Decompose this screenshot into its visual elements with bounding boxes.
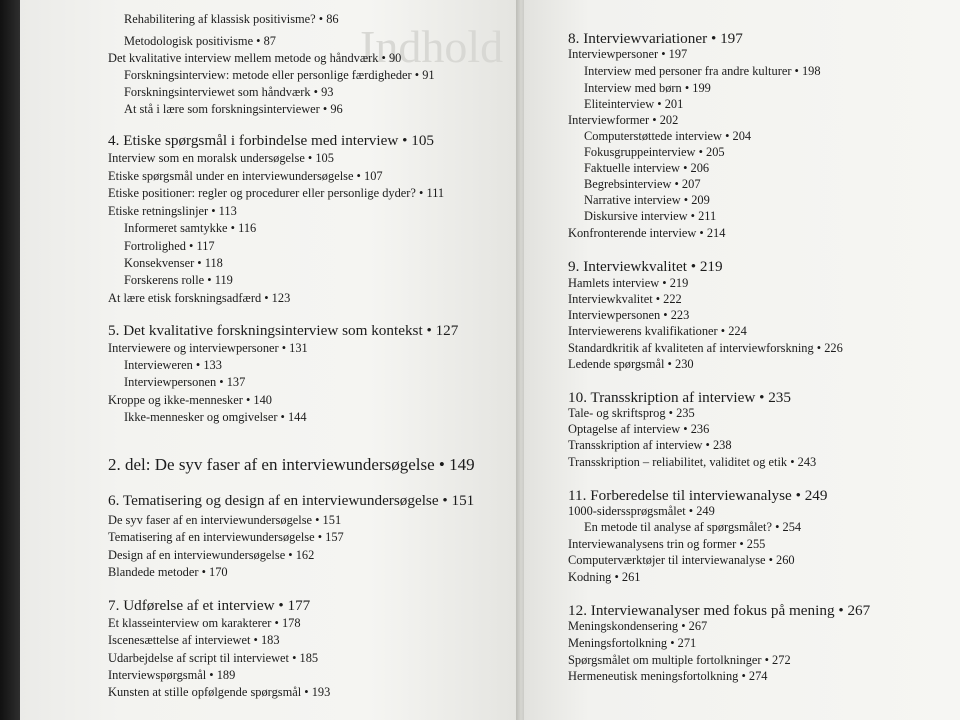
toc-entry: Computerstøttede interview • 204 — [584, 129, 752, 143]
toc-entry: En metode til analyse af spørgsmålet? • 254 — [584, 520, 802, 534]
toc-entry: Metodologisk positivisme • 87 — [124, 34, 276, 48]
toc-entry: Begrebsinterview • 207 — [584, 177, 701, 191]
toc-entry: Interviewformer • 202 — [568, 113, 679, 127]
chapter-heading: 4. Etiske spørgsmål i forbindelse med interview • 105 — [108, 132, 435, 149]
chapter-heading: 6. Tematisering og design af en interviewundersøgelse • 151 — [108, 492, 475, 509]
toc-entry: Det kvalitative interview mellem metode og håndværk • 90 — [108, 51, 402, 65]
toc-entry: Hamlets interview • 219 — [568, 276, 689, 290]
toc-entry: Computerværktøjer til interviewanalyse • 260 — [568, 553, 795, 567]
toc-entry: Interviewpersonen • 223 — [568, 308, 690, 322]
toc-entry: Interviewanalysens trin og former • 255 — [568, 537, 766, 551]
toc-entry: Intervieweren • 133 — [124, 358, 222, 372]
toc-entry: Faktuelle interview • 206 — [584, 161, 710, 175]
toc-entry: Design af en interviewundersøgelse • 162 — [108, 548, 315, 562]
right-page — [524, 0, 960, 720]
toc-entry: Konfronterende interview • 214 — [568, 226, 726, 240]
toc-entry: At lære etisk forskningsadfærd • 123 — [108, 291, 291, 305]
watermark: Indhold — [360, 21, 504, 72]
toc-entry: Udarbejdelse af script til interviewet • 185 — [108, 651, 319, 665]
toc-entry: Interviewere og interviewpersoner • 131 — [108, 341, 308, 355]
toc-entry: Kodning • 261 — [568, 570, 641, 584]
toc-entry: Konsekvenser • 118 — [124, 256, 223, 270]
chapter-heading: 5. Det kvalitative forskningsinterview som kontekst • 127 — [108, 322, 459, 339]
toc-entry: Diskursive interview • 211 — [584, 209, 717, 223]
toc-entry: Interview som en moralsk undersøgelse • 105 — [108, 151, 334, 165]
toc-entry: Kroppe og ikke-mennesker • 140 — [108, 393, 272, 407]
toc-entry: Forskningsinterview: metode eller personlige færdigheder • 91 — [124, 68, 435, 82]
toc-entry: Etiske spørgsmål under en interviewundersøgelse • 107 — [108, 169, 383, 183]
toc-entry: Ledende spørgsmål • 230 — [568, 357, 694, 371]
toc-entry: Optagelse af interview • 236 — [568, 422, 710, 436]
toc-entry: 1000-siderssprøgsmålet • 249 — [568, 504, 715, 518]
toc-entry: Forskerens rolle • 119 — [124, 273, 233, 287]
toc-entry: Tematisering af en interviewundersøgelse • 157 — [108, 530, 344, 544]
toc-entry: Etiske retningslinjer • 113 — [108, 204, 237, 218]
toc-entry: Interviewpersoner • 197 — [568, 47, 688, 61]
toc-entry: Interview med personer fra andre kulturer • 198 — [584, 64, 821, 78]
toc-entry: Narrative interview • 209 — [584, 193, 710, 207]
toc-entry: Interviewerens kvalifikationer • 224 — [568, 324, 747, 338]
toc-entry: Etiske positioner: regler og procedurer eller personlige dyder? • 111 — [108, 186, 445, 200]
toc-entry: Et klasseinterview om karakterer • 178 — [108, 616, 301, 630]
book-edge — [0, 0, 20, 720]
toc-entry: Meningsfortolkning • 271 — [568, 636, 697, 650]
toc-entry: Interviewkvalitet • 222 — [568, 292, 682, 306]
toc-entry: At stå i lære som forskningsinterviewer • 96 — [124, 102, 343, 116]
part-heading: 2. del: De syv faser af en interviewundersøgelse • 149 — [108, 455, 475, 474]
toc-entry: Transskription – reliabilitet, validitet og etik • 243 — [568, 455, 817, 469]
left-page — [20, 0, 520, 720]
toc-entry: Standardkritik af kvaliteten af interviewforskning • 226 — [568, 341, 843, 355]
toc-entry: Hermeneutisk meningsfortolkning • 274 — [568, 669, 768, 683]
left-toc — [20, 0, 520, 720]
toc-entry: Interview med børn • 199 — [584, 81, 711, 95]
toc-entry: Interviewspørgsmål • 189 — [108, 668, 236, 682]
toc-entry: Meningskondensering • 267 — [568, 619, 708, 633]
toc-entry: Fortrolighed • 117 — [124, 239, 215, 253]
toc-entry: Spørgsmålet om multiple fortolkninger • 272 — [568, 653, 791, 667]
toc-entry: Informeret samtykke • 116 — [124, 221, 257, 235]
toc-entry: Transskription af interview • 238 — [568, 438, 732, 452]
chapter-heading: 7. Udførelse af et interview • 177 — [108, 597, 311, 614]
toc-entry: Eliteinterview • 201 — [584, 97, 684, 111]
toc-entry: Blandede metoder • 170 — [108, 565, 228, 579]
toc-entry: Ikke-mennesker og omgivelser • 144 — [124, 410, 307, 424]
chapter-heading: 12. Interviewanalyser med fokus på mening • 267 — [568, 602, 871, 619]
toc-entry: Fokusgruppeinterview • 205 — [584, 145, 725, 159]
toc-entry: Kunsten at stille opfølgende spørgsmål • 193 — [108, 685, 331, 699]
toc-entry: Tale- og skriftsprog • 235 — [568, 406, 695, 420]
toc-entry: De syv faser af en interviewundersøgelse • 151 — [108, 513, 342, 527]
chapter-heading: 11. Forberedelse til interviewanalyse • 249 — [568, 487, 828, 504]
chapter-heading: 9. Interviewkvalitet • 219 — [568, 258, 723, 275]
chapter-heading: 10. Transskription af interview • 235 — [568, 389, 791, 406]
toc-entry: Forskningsinterviewet som håndværk • 93 — [124, 85, 334, 99]
toc-entry: Interviewpersonen • 137 — [124, 375, 246, 389]
toc-entry: Rehabilitering af klassisk positivisme? • 86 — [124, 12, 339, 26]
toc-entry: Iscenesættelse af interviewet • 183 — [108, 633, 280, 647]
chapter-heading: 8. Interviewvariationer • 197 — [568, 30, 743, 47]
right-toc — [524, 0, 960, 720]
